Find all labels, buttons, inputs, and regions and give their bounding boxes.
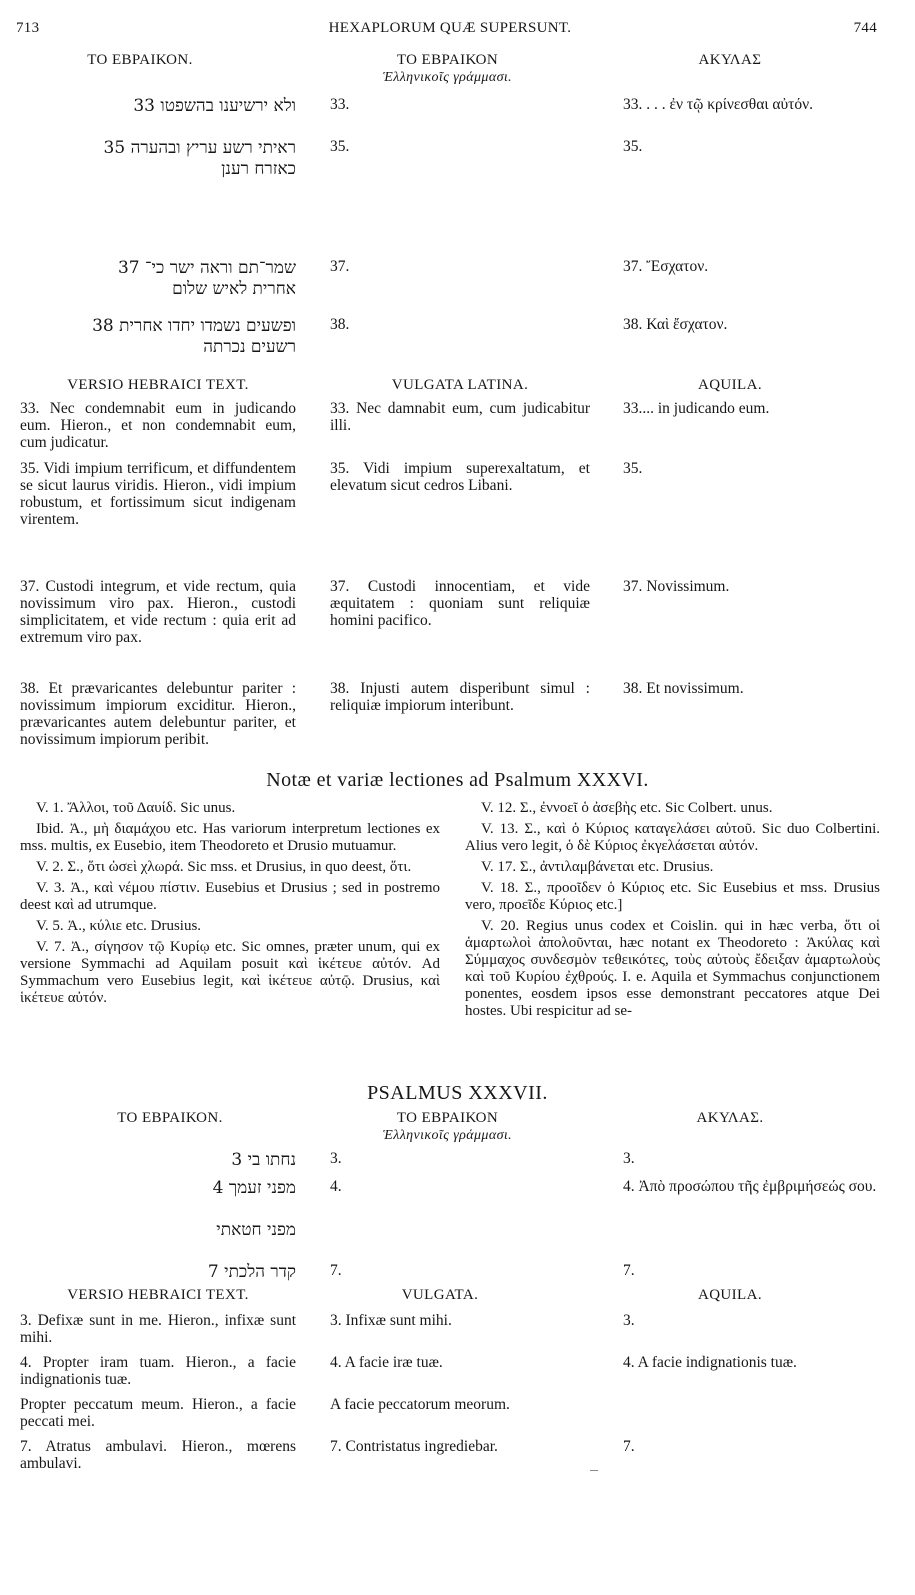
col-heading-greek-title: ΤΟ ΕΒΡΑΙΚΟΝ (396, 52, 499, 68)
versio-text: 7. Atratus ambulavi. Hieron., mœrens ambulavi. (20, 1438, 296, 1472)
col-heading-greek-subtitle: Ἑλληνικοῖς γράμμασι. (382, 1128, 513, 1143)
versio-text: 3. Defixæ sunt in me. Hieron., infixæ sunt mihi. (20, 1312, 296, 1346)
aquila-text: 4. A facie indignationis tuæ. (623, 1354, 797, 1371)
greek-letters-verse: 3. (330, 1150, 342, 1167)
greek-letters-verse: 38. (330, 316, 350, 333)
aquila-text: 35. (623, 460, 643, 477)
aquila-verse: 7. (623, 1262, 635, 1279)
col-heading-aquila: ΑΚΥΛΑΣ. (696, 1110, 764, 1126)
col-heading-aquila: ΑΚΥΛΑΣ (698, 52, 762, 68)
col-heading-hebrew: ΤΟ ΕΒΡΑΙΚΟΝ. (87, 52, 193, 68)
hebrew-verse: מפני חטאתי (216, 1220, 296, 1240)
col-heading-greek-letters (340, 52, 555, 86)
note-paragraph: V. 17. Σ., ἀντιλαμβάνεται etc. Drusius. (481, 859, 714, 875)
col-heading-hebrew: ΤΟ ΕΒΡΑΙΚΟΝ. (117, 1110, 223, 1126)
versio-text: 33. Nec condemnabit eum in judicando eum. Hieron., et non condemnabit eum, cum judicatur. (20, 400, 296, 451)
print-speck (590, 1470, 598, 1471)
note-paragraph: V. 1. Ἄλλοι, τοῦ Δαυίδ. Sic unus. (36, 800, 236, 816)
col-heading-vulgata: VULGATA LATINA. (391, 377, 529, 393)
aquila-verse: 37. Ἔσχατον. (623, 258, 709, 275)
vulgata-text: 7. Contristatus ingrediebar. (330, 1438, 498, 1455)
note-paragraph: V. 12. Σ., ἐννοεῖ ὁ ἀσεβὴς etc. Sic Colbert. unus. (481, 800, 773, 816)
col-heading-greek-letters (340, 1110, 555, 1144)
note-paragraph: V. 5. Ἀ., κύλιε etc. Drusius. (36, 918, 202, 934)
page-number-right: 744 (853, 20, 877, 36)
hebrew-verse: ופשעים נשמדו יחדו אחרית 38 רשעים נכרתה (92, 316, 296, 357)
note-paragraph: Ibid. Ἀ., μὴ διαμάχου etc. Has variorum interpretum lectiones ex mss. multis, ex Eusebio, item Theodoreto et Drusio mutuamur. (20, 821, 440, 854)
hebrew-verse: מפני זעמך 4 (212, 1178, 296, 1198)
versio-text: 35. Vidi impium terrificum, et diffundentem se sicut laurus viridis. Hieron., vidi impium robustum, et fortissimum sicut indigenam virentem. (20, 460, 296, 528)
aquila-text: 33.... in judicando eum. (623, 400, 770, 417)
col-heading-vulgata: VULGATA. (401, 1287, 479, 1303)
page-number-left: 713 (16, 20, 40, 36)
aquila-verse: 35. (623, 138, 643, 155)
col-heading-greek-title: ΤΟ ΕΒΡΑΙΚΟΝ (396, 1110, 499, 1126)
col-heading-versio: VERSIO HEBRAICI TEXT. (67, 1287, 249, 1303)
notes-title: Notæ et variæ lectiones ad Psalmum XXXVI. (266, 769, 649, 791)
greek-letters-verse: 7. (330, 1262, 342, 1279)
greek-letters-verse: 37. (330, 258, 350, 275)
vulgata-text: 33. Nec damnabit eum, cum judicabitur illi. (330, 400, 590, 434)
note-paragraph: V. 7. Ἀ., σίγησον τῷ Κυρίῳ etc. Sic omnes, præter unum, qui ex versione Symmachi ad Aquilam posuit καὶ ἱκέτευε αὐτόν. Ad Symmachum vero Eusebius legit, καὶ ἱκέτευε αὐτῷ. Drusius, καὶ ἱκέτευε αὐτόν. (20, 939, 440, 1006)
note-paragraph: V. 2. Σ., ὅτι ὡσεὶ χλωρά. Sic mss. et Drusius, in quo deest, ὅτι. (36, 859, 412, 875)
versio-text: 38. Et prævaricantes delebuntur pariter : novissimum impiorum exciditur. Hieron., prævaricantes autem delebuntur pariter, et novissimum impiorum peribit. (20, 680, 296, 748)
greek-letters-verse: 33. (330, 96, 350, 113)
hebrew-verse: ולא ירשיענו בהשפטו 33 (133, 96, 296, 116)
note-paragraph: V. 3. Ἀ., καὶ νέμου πίστιν. Eusebius et Drusius ; sed in postremo deest καὶ ad utrumque. (20, 880, 440, 913)
aquila-text: 38. Et novissimum. (623, 680, 744, 697)
col-heading-versio: VERSIO HEBRAICI TEXT. (67, 377, 249, 393)
aquila-text: 3. (623, 1312, 635, 1329)
hebrew-verse: ראיתי רשע עריץ ובהערה 35 כאזרח רענן (103, 138, 296, 179)
vulgata-text: 38. Injusti autem disperibunt simul : reliquiæ impiorum interibunt. (330, 680, 590, 714)
hebrew-verse: קדר הלכתי 7 (207, 1262, 296, 1282)
versio-text: 37. Custodi integrum, et vide rectum, quia novissimum viro pax. Hieron., custodi simplicitatem, et vide rectum : quia erit ad extremum viro pax. (20, 578, 296, 646)
vulgata-text: 37. Custodi innocentiam, et vide æquitatem : quoniam sunt reliquiæ homini pacifico. (330, 578, 590, 629)
vulgata-text: 4. A facie iræ tuæ. (330, 1354, 443, 1371)
aquila-verse: 38. Καὶ ἔσχατον. (623, 316, 728, 333)
versio-text: Propter peccatum meum. Hieron., a facie peccati mei. (20, 1396, 296, 1430)
col-heading-greek-subtitle: Ἑλληνικοῖς γράμμασι. (382, 70, 513, 85)
greek-letters-verse: 4. (330, 1178, 342, 1195)
running-title: HEXAPLORUM QUÆ SUPERSUNT. (328, 20, 572, 36)
aquila-verse: 4. Ἀπὸ προσώπου τῆς ἐμβριμήσεώς σου. (623, 1178, 877, 1195)
note-paragraph: V. 18. Σ., προοῖδεν ὁ Κύριος etc. Sic Eusebius et mss. Drusius vero, προεῖδε Κύριος etc.] (465, 880, 880, 913)
note-paragraph: V. 13. Σ., καὶ ὁ Κύριος καταγελάσει αὐτοῦ. Sic duo Colbertini. Alius vero legit, ὁ δὲ Κύριος ἐκγελάσεται αὐτόν. (465, 821, 880, 854)
greek-letters-verse: 35. (330, 138, 350, 155)
col-heading-aquila-latin: AQUILA. (697, 1287, 763, 1303)
vulgata-text: A facie peccatorum meorum. (330, 1396, 510, 1413)
vulgata-text: 3. Infixæ sunt mihi. (330, 1312, 452, 1329)
note-paragraph: V. 20. Regius unus codex et Coislin. qui in hæc verba, ὅτι οἱ ἁμαρτωλοὶ ἀπολοῦνται, hæc notant ex Theodoreto : Ἀκύλας καὶ Σύμμαχος συνδεσμὸν τεθεικότες, τοὺς αὐτοὺς ἔδειξαν ἁμαρτωλοὺς καὶ τοῦ Κυρίου ἐχθρούς. I. e. Aquila et Symmachus conjunctionem ponentes, eosdem ipsos esse demonstrant peccatores atque Dei hostes. Ubi respicitur ad se- (465, 918, 880, 1019)
aquila-text: 7. (623, 1438, 635, 1455)
notes-right-column (465, 800, 880, 1024)
notes-left-column (20, 800, 440, 1011)
hebrew-verse: נחתו בי 3 (231, 1150, 296, 1170)
aquila-text: 37. Novissimum. (623, 578, 730, 595)
col-heading-aquila-latin: AQUILA. (697, 377, 763, 393)
psalm-title: PSALMUS XXXVII. (367, 1082, 548, 1104)
vulgata-text: 35. Vidi impium superexaltatum, et elevatum sicut cedros Libani. (330, 460, 590, 494)
aquila-verse: 3. (623, 1150, 635, 1167)
versio-text: 4. Propter iram tuam. Hieron., a facie indignationis tuæ. (20, 1354, 296, 1388)
aquila-verse: 33. . . . ἐν τῷ κρίνεσθαι αὐτόν. (623, 96, 814, 113)
hebrew-verse: שמר־תם וראה ישר כי־ 37 אחרית לאיש שלום (117, 258, 296, 299)
running-header (0, 20, 915, 42)
